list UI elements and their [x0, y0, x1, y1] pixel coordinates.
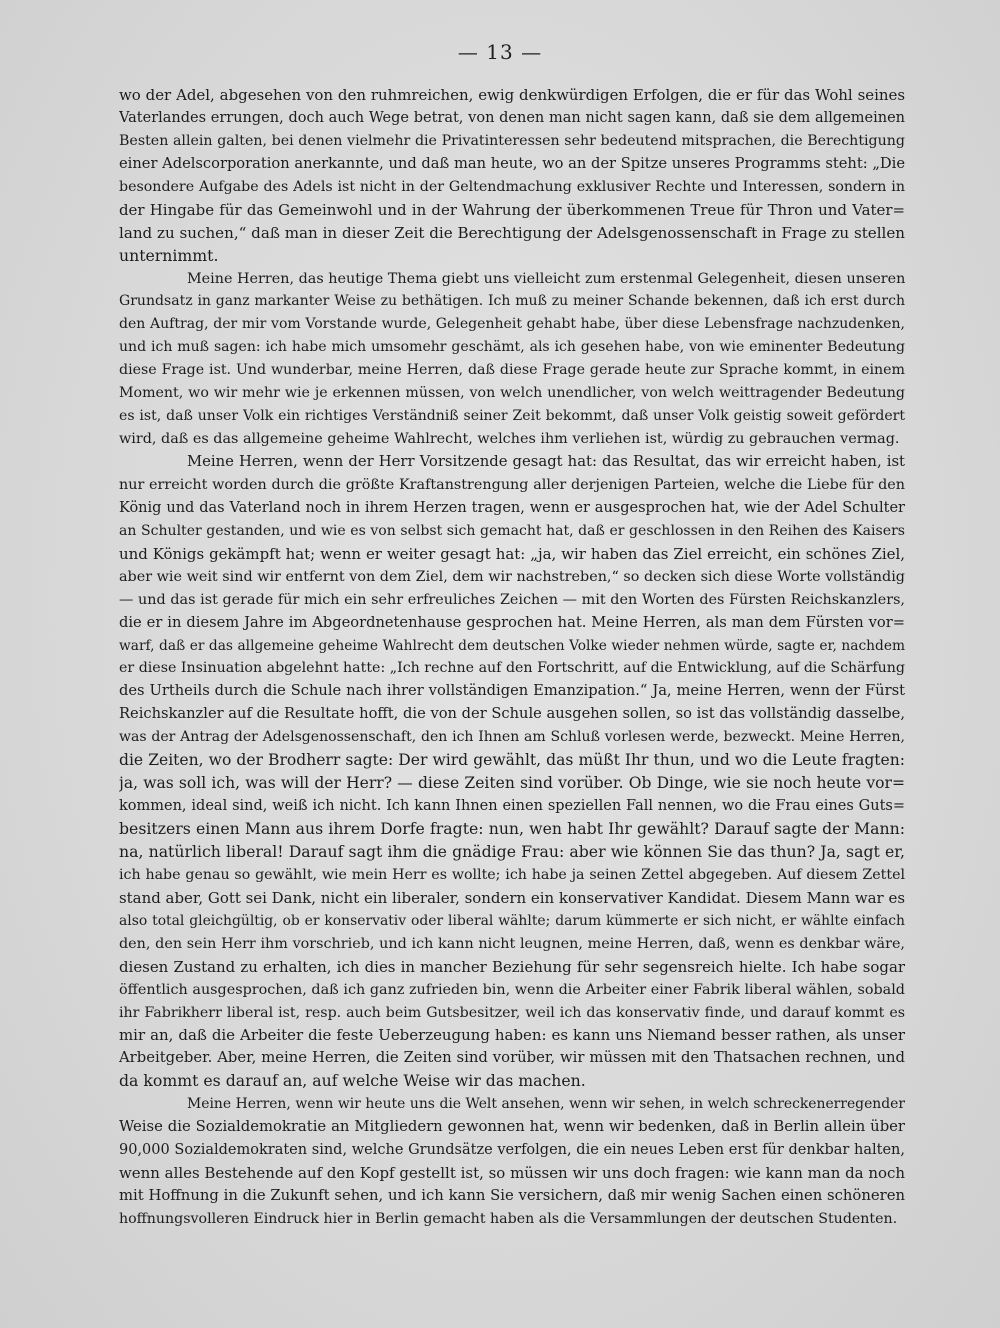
text-line: Reichskanzler auf die Resultate hofft, die von der Schule ausgehen sollen, so ist das vollständig dasselbe,	[119, 705, 905, 723]
text-line: da kommt es darauf an, auf welche Weise wir das machen.	[119, 1071, 586, 1091]
text-line: einer Adelscorporation anerkannte, und daß man heute, wo an der Spitze unseres Programms steht: „Die	[119, 154, 905, 172]
text-line: aber wie weit sind wir entfernt von dem Ziel, dem wir nachstreben,“ so decken sich diese Worte vollständig	[119, 568, 905, 585]
text-line: es ist, daß unser Volk ein richtiges Verständniß seiner Zeit bekommt, daß unser Volk geistig soweit gefördert	[119, 408, 905, 425]
text-line: Weise die Sozialdemokratie an Mitgliedern gewonnen hat, wenn wir bedenken, daß in Berlin allein über	[119, 1118, 905, 1136]
text-line: ihr Fabrikherr liberal ist, resp. auch beim Gutsbesitzer, weil ich das konservativ finde, und darauf kommt es	[119, 1004, 905, 1021]
text-line: unternimmt.	[119, 245, 219, 265]
text-line: er diese Insinuation abgelehnt hatte: „Ich rechne auf den Fortschritt, auf die Entwicklung, auf die Schärfung	[119, 660, 905, 677]
text-line: wenn alles Bestehende auf den Kopf gestellt ist, so müssen wir uns doch fragen: wie kann man da noch	[119, 1164, 905, 1183]
text-line: Moment, wo wir mehr wie je erkennen müssen, von welch unendlicher, von welch weittragender Bedeutung	[119, 385, 905, 402]
text-line: wo der Adel, abgesehen von den ruhmreichen, ewig denkwürdigen Erfolgen, die er für das Wohl seines	[119, 86, 905, 104]
text-line: nur erreicht worden durch die größte Kraftanstrengung aller derjenigen Parteien, welche die Liebe für den	[119, 476, 905, 493]
text-line: die Zeiten, wo der Brodherr sagte: Der wird gewählt, das müßt Ihr thun, und wo die Leute fragten:	[119, 751, 905, 770]
text-line: was der Antrag der Adelsgenossenschaft, den ich Ihnen am Schluß vorlesen werde, bezweckt. Meine Herren,	[119, 729, 905, 746]
text-line: ich habe genau so gewählt, wie mein Herr es wollte; ich habe ja seinen Zettel abgegeben. Auf diesem Zettel	[119, 866, 905, 883]
text-line: besitzers einen Mann aus ihrem Dorfe fragte: nun, wen habt Ihr gewählt? Darauf sagte der Mann:	[119, 819, 905, 838]
text-line: Arbeitgeber. Aber, meine Herren, die Zeiten sind vorüber, wir müssen mit den Thatsachen rechnen, und	[119, 1049, 905, 1067]
text-line: die er in diesem Jahre im Abgeordnetenhause gesprochen hat. Meine Herren, als man dem Fürsten vor=	[119, 613, 905, 631]
text-line: Meine Herren, wenn der Herr Vorsitzende gesagt hat: das Resultat, das wir erreicht haben, ist	[187, 453, 905, 470]
text-line: des Urtheils durch die Schule nach ihrer vollständigen Emanzipation.“ Ja, meine Herren, wenn der Fürst	[119, 682, 905, 700]
text-line: wird, daß es das allgemeine geheime Wahlrecht, welches ihm verliehen ist, würdig zu gebrauchen vermag.	[119, 431, 900, 448]
text-line: öffentlich ausgesprochen, daß ich ganz zufrieden bin, wenn die Arbeiter einer Fabrik liberal wählen, sobald	[119, 981, 905, 998]
text-line: und ich muß sagen: ich habe mich umsomehr geschämt, als ich gesehen habe, von wie eminenter Bedeutung	[119, 339, 905, 356]
text-line: — und das ist gerade für mich ein sehr erfreuliches Zeichen — mit den Worten des Fürsten Reichskanzlers,	[119, 591, 905, 608]
text-line: 90,000 Sozialdemokraten sind, welche Grundsätze verfolgen, die ein neues Leben erst für denkbar halten,	[119, 1142, 905, 1159]
paragraph	[119, 451, 905, 1093]
page-number: — 13 —	[457, 40, 543, 64]
text-line: diesen Zustand zu erhalten, ich dies in mancher Beziehung für sehr segensreich hielte. Ich habe sogar	[119, 957, 905, 976]
text-line: warf, daß er das allgemeine geheime Wahlrecht dem deutschen Volke wieder nehmen würde, sagte er, nachdem	[119, 637, 905, 654]
text-line: den Auftrag, der mir vom Vorstande wurde, Gelegenheit gehabt habe, über diese Lebensfrage nachzudenken,	[119, 316, 905, 333]
text-line: Besten allein galten, bei denen vielmehr die Privatinteressen sehr bedeutend mitsprachen, die Berechtigung	[119, 132, 905, 149]
text-line: kommen, ideal sind, weiß ich nicht. Ich kann Ihnen einen speziellen Fall nennen, wo die Frau eines Guts=	[119, 798, 905, 815]
paragraph	[119, 84, 905, 268]
text-line: also total gleichgültig, ob er konservativ oder liberal wählte; darum kümmerte er sich nicht, er wählte einfach	[119, 912, 905, 929]
text-line: Grundsatz in ganz markanter Weise zu bethätigen. Ich muß zu meiner Schande bekennen, daß ich erst durch	[119, 293, 905, 310]
text-line: Meine Herren, das heutige Thema giebt uns vielleicht zum erstenmal Gelegenheit, diesen unseren	[187, 270, 905, 287]
text-line: mit Hoffnung in die Zukunft sehen, und ich kann Sie versichern, daß mir wenig Sachen einen schöneren	[119, 1187, 905, 1204]
text-line: König und das Vaterland noch in ihrem Herzen tragen, wenn er ausgesprochen hat, wie der Adel Schulter	[119, 499, 905, 516]
text-line: na, natürlich liberal! Darauf sagt ihm die gnädige Frau: aber wie können Sie das thun? Ja, sagt er,	[119, 841, 905, 861]
text-line: mir an, daß die Arbeiter die feste Ueberzeugung haben: es kann uns Niemand besser rathen, als unser	[119, 1026, 905, 1045]
body-text	[119, 84, 905, 1231]
text-line: hoffnungsvolleren Eindruck hier in Berlin gemacht haben als die Versammlungen der deutschen Studenten.	[119, 1210, 898, 1227]
text-line: der Hingabe für das Gemeinwohl und in der Wahrung der überkommenen Treue für Thron und Vater=	[119, 200, 905, 219]
text-line: den, den sein Herr ihm vorschrieb, und ich kann nicht leugnen, meine Herren, daß, wenn es denkbar wäre,	[119, 935, 905, 952]
text-line: besondere Aufgabe des Adels ist nicht in der Geltendmachung exklusiver Rechte und Interessen, sondern in	[119, 178, 905, 195]
text-line: Vaterlandes errungen, doch auch Wege betrat, von denen man nicht sagen kann, daß sie dem allgemeinen	[119, 109, 905, 126]
text-line: und Königs gekämpft hat; wenn er weiter gesagt hat: „ja, wir haben das Ziel erreicht, ein schönes Ziel,	[119, 544, 905, 563]
paragraph	[119, 268, 905, 452]
paragraph	[119, 1093, 905, 1231]
text-line: stand aber, Gott sei Dank, nicht ein liberaler, sondern ein konservativer Kandidat. Diesem Mann war es	[119, 888, 905, 907]
text-line: ja, was soll ich, was will der Herr? — diese Zeiten sind vorüber. Ob Dinge, wie sie noch heute vor=	[119, 774, 905, 793]
text-line: an Schulter gestanden, und wie es von selbst sich gemacht hat, daß er geschlossen in den Reihen des Kaisers	[119, 522, 905, 539]
text-line: land zu suchen,“ daß man in dieser Zeit die Berechtigung der Adelsgenossenschaft in Frage zu stellen	[119, 223, 905, 242]
text-line: diese Frage ist. Und wunderbar, meine Herren, daß diese Frage gerade heute zur Sprache kommt, in einem	[119, 362, 905, 379]
text-line: Meine Herren, wenn wir heute uns die Welt ansehen, wenn wir sehen, in welch schreckenerregender	[187, 1096, 905, 1113]
